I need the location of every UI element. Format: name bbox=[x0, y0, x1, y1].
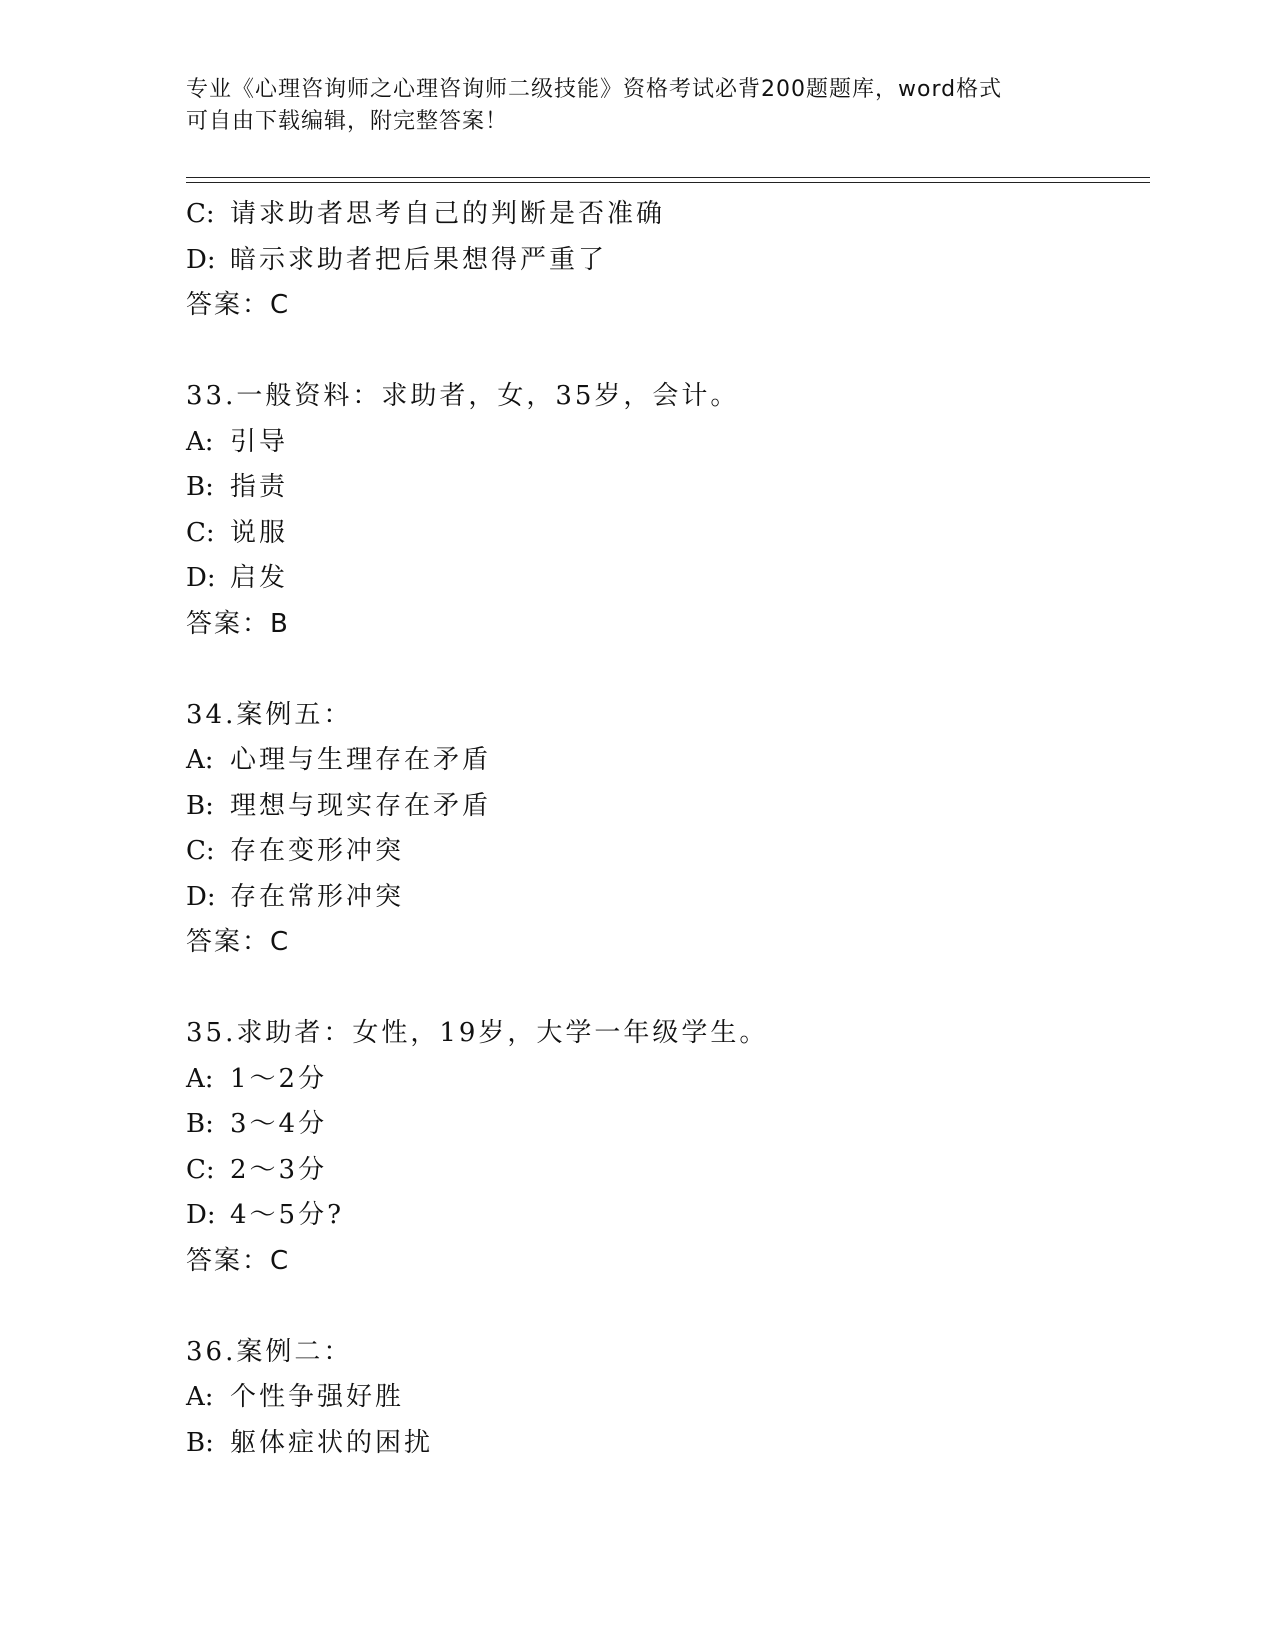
option-label: B: bbox=[186, 472, 214, 502]
option-text: 请求助者思考自己的判断是否准确 bbox=[230, 199, 666, 229]
option-b bbox=[186, 465, 1146, 511]
document-header bbox=[186, 74, 1086, 138]
option-text: 存在变形冲突 bbox=[230, 836, 405, 866]
option-label: D: bbox=[186, 244, 216, 275]
answer-line bbox=[186, 602, 1146, 648]
option-text: 躯体症状的困扰 bbox=[230, 1427, 434, 1458]
option-label: C: bbox=[186, 836, 215, 866]
option-text: 4～5分? bbox=[230, 1200, 345, 1230]
option-text: 个性争强好胜 bbox=[230, 1382, 405, 1412]
option-label: D: bbox=[186, 881, 216, 912]
answer-prefix: 答案： bbox=[186, 608, 271, 639]
answer-value: B bbox=[270, 608, 290, 639]
option-label: B: bbox=[186, 1427, 214, 1458]
option-c bbox=[186, 511, 1146, 557]
question-stem: 35.求助者：女性，19岁，大学一年级学生。 bbox=[186, 1018, 769, 1048]
option-text: 心理与生理存在矛盾 bbox=[230, 745, 492, 775]
option-text: 存在常形冲突 bbox=[230, 881, 405, 912]
option-a bbox=[186, 420, 1146, 466]
option-label: C: bbox=[186, 1154, 215, 1185]
option-label: C: bbox=[186, 517, 215, 548]
option-label: D: bbox=[186, 1200, 216, 1230]
question-stem: 36.案例二： bbox=[186, 1336, 353, 1367]
option-text: 暗示求助者把后果想得严重了 bbox=[230, 244, 608, 275]
option-a bbox=[186, 1057, 1146, 1103]
option-text: 启发 bbox=[230, 563, 289, 593]
answer-value: C bbox=[270, 290, 291, 320]
option-b bbox=[186, 784, 1146, 830]
answer-line bbox=[186, 920, 1146, 966]
option-label: B: bbox=[186, 1109, 214, 1139]
option-text: 指责 bbox=[230, 472, 289, 502]
question-32 bbox=[186, 192, 1146, 329]
option-label: A: bbox=[186, 426, 214, 457]
question-stem: 34.案例五： bbox=[186, 699, 353, 730]
option-text: 理想与现实存在矛盾 bbox=[230, 790, 492, 821]
question-list bbox=[186, 192, 1146, 1466]
option-label: A: bbox=[186, 1382, 214, 1412]
option-c bbox=[186, 192, 1146, 238]
option-c bbox=[186, 829, 1146, 875]
option-text: 3～4分 bbox=[230, 1109, 328, 1139]
question-35 bbox=[186, 1011, 1146, 1284]
header-divider-top bbox=[186, 177, 1150, 178]
question-34 bbox=[186, 693, 1146, 966]
option-text: 1～2分 bbox=[230, 1063, 328, 1094]
answer-value: C bbox=[270, 1245, 291, 1276]
option-a bbox=[186, 1375, 1146, 1421]
header-divider-bottom bbox=[186, 182, 1150, 183]
option-d bbox=[186, 238, 1146, 284]
header-title-line-2: 可自由下载编辑，附完整答案！ bbox=[186, 109, 509, 134]
answer-prefix: 答案： bbox=[186, 290, 271, 320]
answer-prefix: 答案： bbox=[186, 927, 271, 957]
option-b bbox=[186, 1421, 1146, 1467]
option-text: 2～3分 bbox=[230, 1154, 328, 1185]
option-label: D: bbox=[186, 563, 216, 593]
answer-prefix: 答案： bbox=[186, 1245, 271, 1276]
question-33 bbox=[186, 374, 1146, 647]
option-d bbox=[186, 1193, 1146, 1239]
answer-line bbox=[186, 283, 1146, 329]
answer-line bbox=[186, 1239, 1146, 1285]
option-label: A: bbox=[186, 1063, 214, 1094]
option-b bbox=[186, 1102, 1146, 1148]
option-a bbox=[186, 738, 1146, 784]
option-label: A: bbox=[186, 745, 214, 775]
option-d bbox=[186, 875, 1146, 921]
option-label: B: bbox=[186, 790, 214, 821]
option-label: C: bbox=[186, 199, 215, 229]
header-title-line-1: 专业《心理咨询师之心理咨询师二级技能》资格考试必背200题题库，word格式 bbox=[186, 77, 1003, 102]
option-text: 引导 bbox=[230, 426, 289, 457]
option-d bbox=[186, 556, 1146, 602]
option-text: 说服 bbox=[230, 517, 289, 548]
question-stem: 33.一般资料：求助者，女，35岁，会计。 bbox=[186, 381, 740, 411]
answer-value: C bbox=[270, 927, 291, 957]
question-36 bbox=[186, 1330, 1146, 1467]
option-c bbox=[186, 1148, 1146, 1194]
